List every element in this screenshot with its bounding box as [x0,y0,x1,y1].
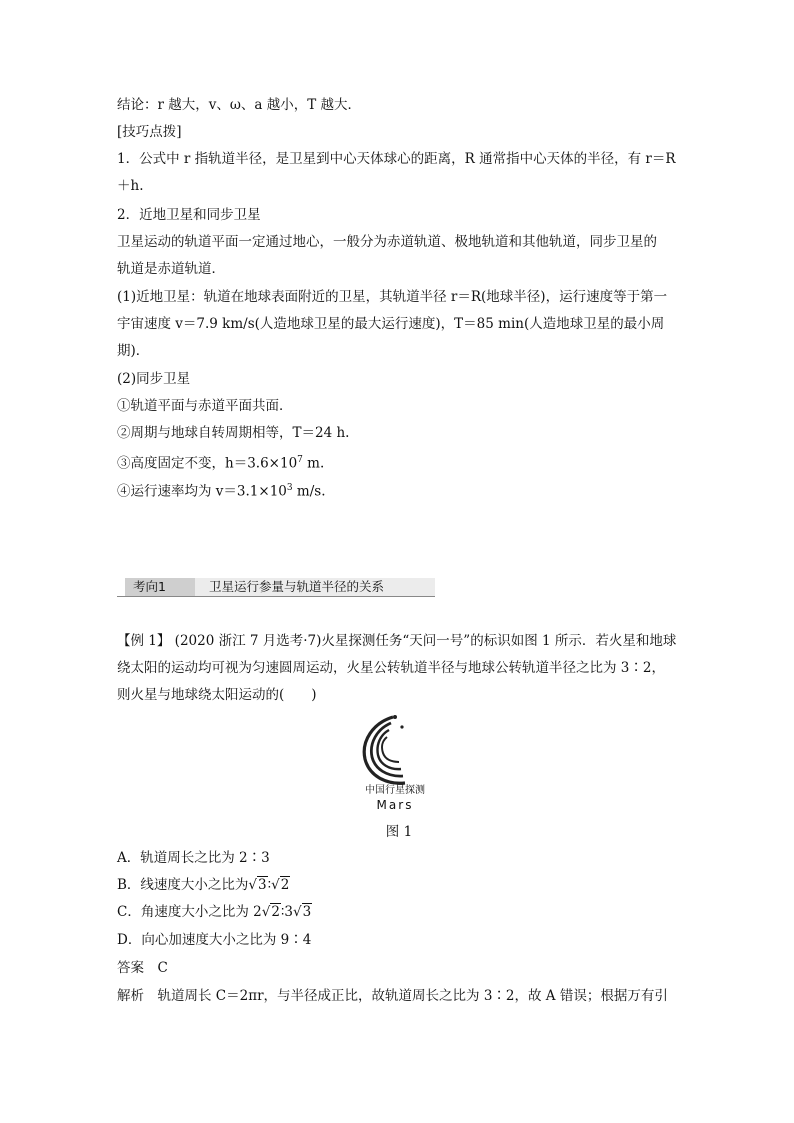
option-b-text: B．线速度大小之比为 [117,877,249,893]
paragraph-4c: 期)． [117,343,150,359]
logo-chinese-text: 中国行星探测 [365,785,425,796]
speed-text: ④运行速率均为 v＝3.1×10 [117,483,287,500]
example-line-c: 则火星与地球绕太阳运动的( ) [117,687,317,703]
paragraph-1b: ＋h. [117,178,144,194]
speed-unit: m/s. [292,483,326,500]
ratio-separator: ∶ [267,877,272,893]
paragraph-9 [117,478,326,502]
answer-text: 答案 C [117,960,168,976]
paragraph-3b: 轨道是赤道轨道． [117,261,225,277]
paragraph-8 [117,450,324,474]
sqrt-icon: √3 [293,904,312,920]
height-unit: m. [302,455,325,472]
radicand: 3 [302,904,312,920]
paragraph-4b: 宇宙速度 v＝7.9 km/s(人造地球卫星的最大运行速度)，T＝85 min(人造地球卫星的最小周 [117,316,665,332]
section-rule [117,596,435,597]
example-line-a: 【例 1】 (2020 浙江 7 月选考·7)火星探测任务“天问一号”的标识如图 1 所示．若火星和地球 [117,633,677,649]
hint-title: [技巧点拨] [117,124,182,140]
height-exponent: 7 [297,455,303,465]
paragraph-6: ①轨道平面与赤道平面共面． [117,398,293,414]
example-line-b: 绕太阳的运动均可视为匀速圆周运动，火星公转轨道半径与地球公转轨道半径之比为 3∶2， [117,660,665,676]
paragraph-5: (2)同步卫星 [117,371,191,387]
paragraph-3a: 卫星运动的轨道平面一定通过地心，一般分为赤道轨道、极地轨道和其他轨道，同步卫星的 [117,234,657,250]
sqrt-icon: √2 [271,877,290,893]
paragraph-4a: (1)近地卫星：轨道在地球表面附近的卫星，其轨道半径 r＝R(地球半径)，运行速度等于第一 [117,289,668,305]
radicand: 3 [258,877,267,893]
paragraph-2: 2．近地卫星和同步卫星 [117,207,261,223]
option-a: A．轨道周长之比为 2∶3 [117,850,270,866]
option-c [117,902,312,922]
ratio-separator: ∶3 [280,904,294,920]
conclusion-text: 结论：r 越大，v、ω、a 越小，T 越大． [117,97,362,113]
speed-exponent: 3 [286,483,293,493]
radicand: 2 [271,904,280,920]
option-b [117,875,290,895]
section-header [117,576,435,598]
logo-mars-text: Mars [376,798,414,812]
height-text: ③高度固定不变，h＝3.6×10 [117,455,298,472]
paragraph-7: ②周期与地球自转周期相等，T＝24 h. [117,425,350,441]
section-tag: 考向1 [125,578,195,596]
sqrt-icon: √3 [248,877,267,893]
paragraph-1a: 1．公式中 r 指轨道半径，是卫星到中心天体球心的距离，R 通常指中心天体的半径，有 r＝R [117,151,676,167]
sqrt-icon: √2 [261,904,280,920]
radicand: 2 [280,877,290,893]
option-c-text: C．角速度大小之比为 2 [117,904,262,920]
section-title: 卫星运行参量与轨道半径的关系 [195,578,435,596]
figure-caption: 图 1 [385,824,413,840]
analysis-text: 解析 轨道周长 C＝2πr，与半径成正比，故轨道周长之比为 3∶2，故 A 错误；根据万有引 [117,988,668,1004]
option-d: D．向心加速度大小之比为 9∶4 [117,932,312,948]
